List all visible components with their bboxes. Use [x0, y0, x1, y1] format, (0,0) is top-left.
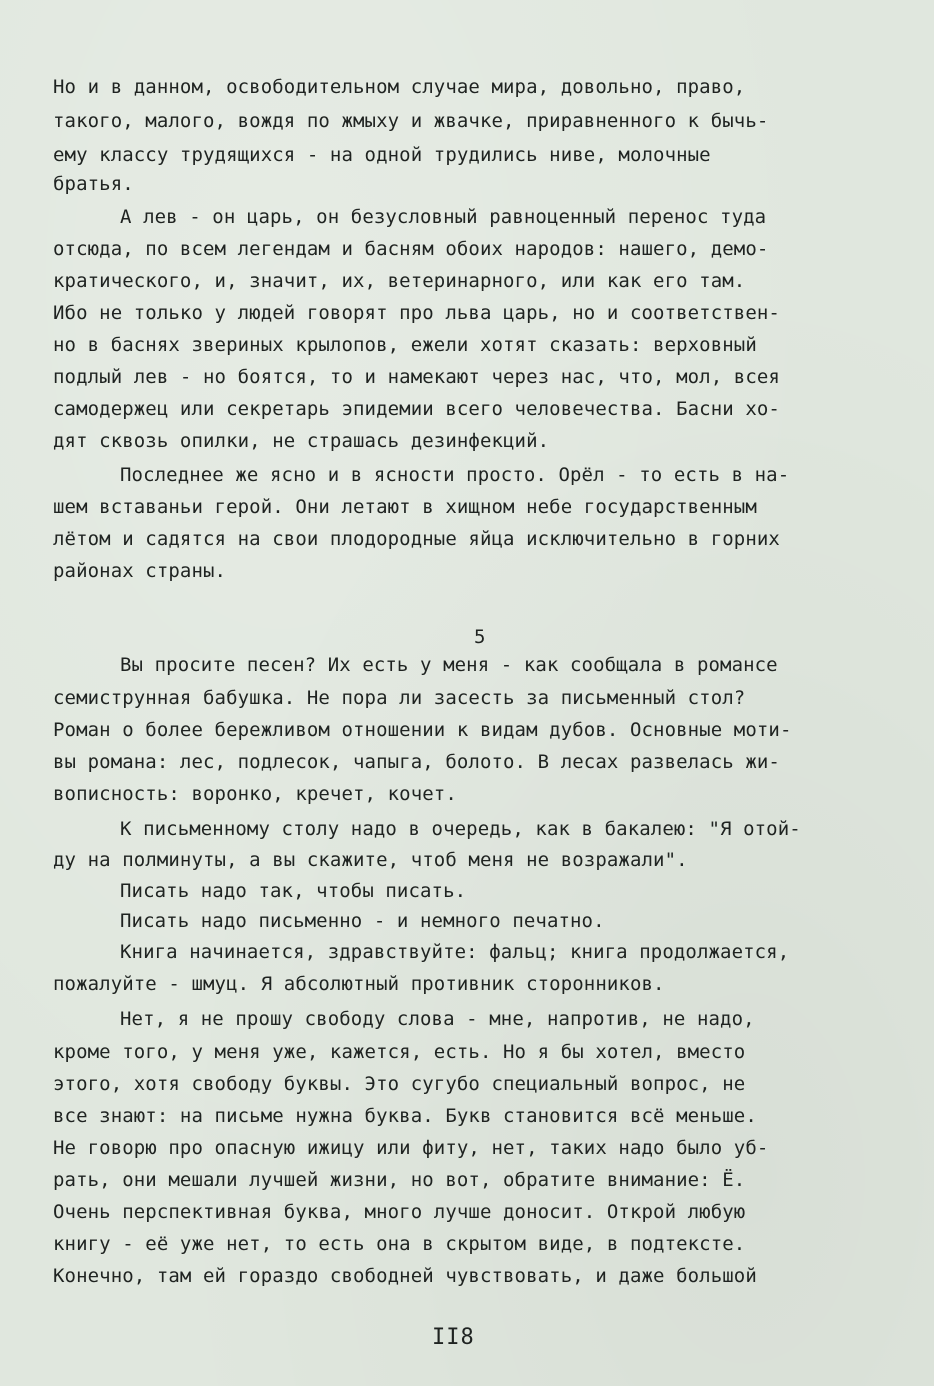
text-line: этого, хотя свободу буквы. Это сугубо специальный вопрос, не: [53, 1073, 746, 1095]
text-line: К письменному столу надо в очередь, как в бакалею: "Я отой-: [120, 818, 801, 840]
text-line: все знают: на письме нужна буква. Букв становится всё меньше.: [53, 1105, 757, 1127]
section-number: 5: [474, 626, 486, 648]
text-line: Вы просите песен? Их есть у меня - как сообщала в романсе: [120, 654, 778, 676]
text-line: ему классу трудящихся - на одной трудились ниве, молочные: [53, 144, 711, 166]
text-line: кратического, и, значит, их, ветеринарного, или как его там.: [53, 270, 746, 292]
text-line: братья.: [53, 173, 134, 195]
text-line: Конечно, там ей гораздо свободней чувствовать, и даже большой: [53, 1265, 757, 1287]
text-line: А лев - он царь, он безусловный равноценный перенос туда: [120, 206, 767, 228]
text-line: вы романа: лес, подлесок, чапыга, болото. В лесах развелась жи-: [53, 751, 780, 773]
text-line: Писать надо письменно - и немного печатно.: [120, 910, 605, 932]
text-line: ду на полминуты, а вы скажите, чтоб меня не возражали".: [53, 849, 688, 871]
text-line: Но и в данном, освободительном случае мира, довольно, право,: [53, 76, 746, 98]
text-line: лётом и садятся на свои плодородные яйца исключительно в горних: [53, 528, 780, 550]
text-line: Последнее же ясно и в ясности просто. Орёл - то есть в на-: [120, 464, 790, 486]
text-line: Роман о более бережливом отношении к видам дубов. Основные моти-: [53, 719, 792, 741]
text-line: вописность: воронко, кречет, кочет.: [53, 783, 457, 805]
text-line: отсюда, по всем легендам и басням обоих народов: нашего, демо-: [53, 238, 769, 260]
text-line: подлый лев - но боятся, то и намекают через нас, что, мол, всея: [53, 366, 780, 388]
text-line: но в баснях звериных крылопов, ежели хотят сказать: верховный: [53, 334, 757, 356]
text-line: Не говорю про опасную ижицу или фиту, нет, таких надо было уб-: [53, 1137, 769, 1159]
text-line: районах страны.: [53, 560, 227, 582]
text-line: Нет, я не прошу свободу слова - мне, напротив, не надо,: [120, 1008, 755, 1030]
text-line: Писать надо так, чтобы писать.: [120, 880, 467, 902]
text-line: книгу - её уже нет, то есть она в скрытом виде, в подтексте.: [53, 1233, 746, 1255]
text-line: такого, малого, вождя по жмыху и жвачке, приравненного к бычь-: [53, 110, 769, 132]
text-line: семиструнная бабушка. Не пора ли засесть за письменный стол?: [53, 687, 746, 709]
text-line: Очень перспективная буква, много лучше доносит. Открой любую: [53, 1201, 746, 1223]
text-line: самодержец или секретарь эпидемии всего человечества. Басни хо-: [53, 398, 780, 420]
text-line: пожалуйте - шмуц. Я абсолютный противник сторонников.: [53, 973, 665, 995]
text-line: Ибо не только у людей говорят про льва царь, но и соответствен-: [53, 302, 780, 324]
text-line: кроме того, у меня уже, кажется, есть. Но я бы хотел, вместо: [53, 1041, 746, 1063]
text-line: рать, они мешали лучшей жизни, но вот, обратите внимание: Ё.: [53, 1169, 746, 1191]
text-line: шем вставаньи герой. Они летают в хищном небе государственным: [53, 496, 757, 518]
text-line: Книга начинается, здравствуйте: фальц; книга продолжается,: [120, 941, 790, 963]
page-number: II8: [432, 1325, 475, 1350]
text-line: дят сквозь опилки, не страшась дезинфекций.: [53, 430, 550, 452]
